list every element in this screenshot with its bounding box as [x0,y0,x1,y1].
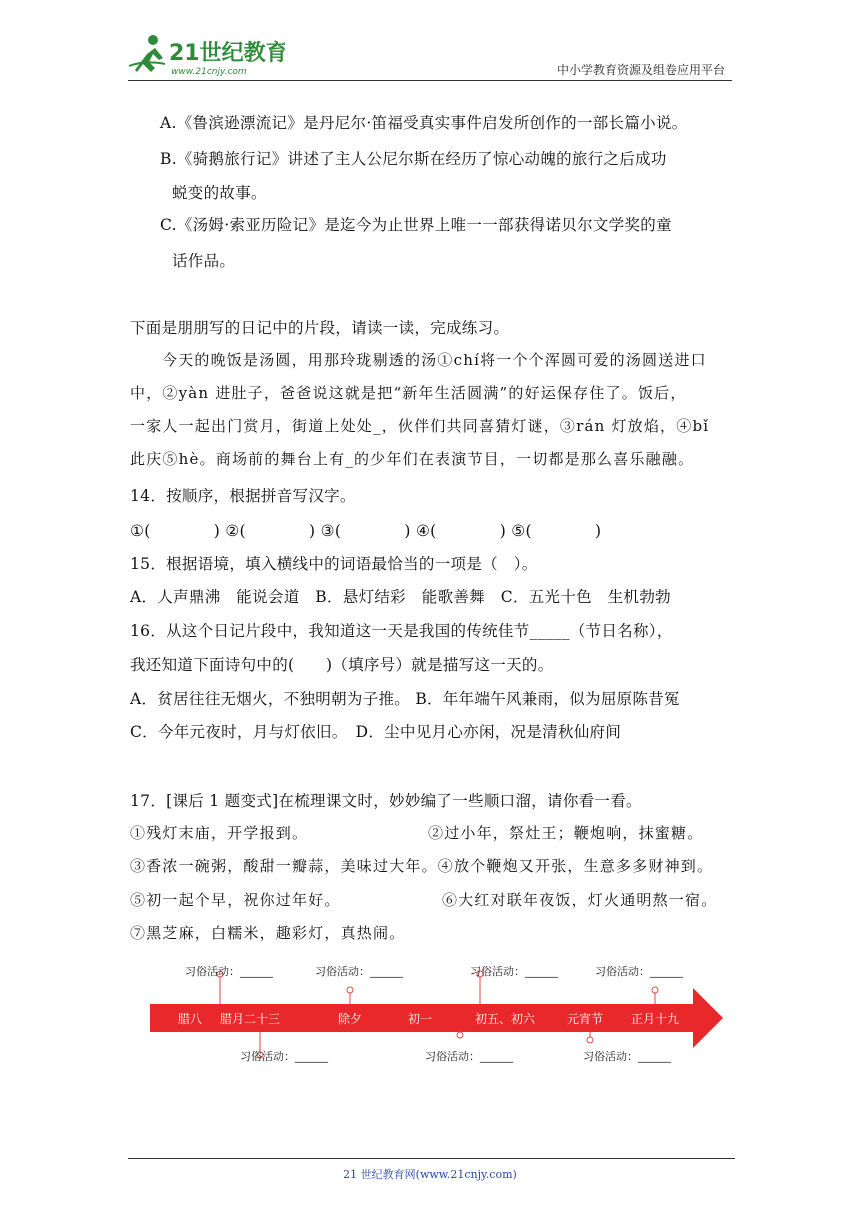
logo-text: 21世纪教育 [169,41,285,66]
festival-timeline [145,960,735,1080]
custom-activity-label[interactable]: 习俗活动：______ [470,965,558,978]
q17-title: 17．[课后 1 题变式]在梳理课文时，妙妙编了一些顺口溜，请你看一看。 [130,792,642,810]
option-c-line1: C.《汤姆·索亚历险记》是迄今为止世界上唯一一部获得诺贝尔文学奖的童 [160,216,672,234]
timeline-stop: 初五、初六 [474,1012,536,1026]
option-c-line2: 话作品。 [172,252,236,270]
passage-line-1: 今天的晚饭是汤圆，用那玲珑剔透的汤①chí将一个个浑圆可爱的汤圆送进口 [162,351,707,369]
option-b-line2: 蜕变的故事。 [172,184,267,202]
callout-dot [347,987,353,993]
timeline-stop: 腊月二十三 [219,1012,281,1026]
custom-activity-label[interactable]: 习俗活动：______ [240,1050,328,1063]
option-b-line1: B.《骑鹅旅行记》讲述了主人公尼尔斯在经历了惊心动魄的旅行之后成功 [160,150,667,168]
passage-line-3: 一家人一起出门赏月，街道上处处_，伙伴们共同喜猜灯谜，③rán 灯放焰，④bǐ [130,417,710,435]
q14-title: 14．按顺序，根据拼音写汉字。 [130,487,356,505]
passage-line-4: 此庆⑤hè。商场前的舞台上有_的少年们在表演节目，一切都是那么喜乐融融。 [130,450,695,468]
header-platform-text: 中小学教育资源及组卷应用平台 [556,63,725,77]
q16-line2: 我还知道下面诗句中的( )（填序号）就是描写这一天的。 [130,656,554,674]
footer-text[interactable]: 21 世纪教育网(www.21cnjy.com) [343,1168,517,1181]
footer-divider [128,1158,735,1159]
callout-dot [587,1037,593,1043]
rhyme-6: ⑥大红对联年夜饭，灯火通明熬一宿。 [442,891,718,909]
option-a: A.《鲁滨逊漂流记》是丹尼尔·笛福受真实事件启发所创作的一部长篇小说。 [160,114,688,132]
runner-icon [129,35,165,72]
rhyme-5: ⑤初一起个早，祝你过年好。 [130,891,341,909]
rhyme-1: ①残灯末庙，开学报到。 [130,824,309,842]
rhyme-3-4: ③香浓一碗粥，酸甜一瓣蒜，美味过大年。④放个鞭炮又开张，生意多多财神到。 [130,857,714,875]
timeline-stop: 元宵节 [566,1012,604,1026]
q14-blanks[interactable]: ①( ) ②( ) ③( ) ④( ) ⑤( ) [130,522,602,540]
header-divider [128,80,732,81]
custom-activity-label[interactable]: 习俗活动：______ [315,965,403,978]
callout-dot [457,1032,463,1038]
timeline-stop: 初一 [407,1012,433,1026]
timeline-stop: 正月十九 [630,1012,680,1026]
custom-activity-label[interactable]: 习俗活动：______ [185,965,273,978]
q16-line1: 16．从这个日记片段中，我知道这一天是我国的传统佳节_____（节日名称）， [130,622,673,640]
site-logo [125,30,285,80]
callout-dot [652,987,658,993]
passage-line-2: 中，②yàn 进肚子，爸爸说这就是把“新年生活圆满”的好运保存住了。饭后， [130,384,687,402]
timeline-stop: 腊八 [177,1012,203,1026]
rhyme-7: ⑦黑芝麻，白糯米，趣彩灯，真热闹。 [130,924,406,942]
q15-title: 15．根据语境，填入横线中的词语最恰当的一项是（ ）。 [130,555,538,573]
timeline-svg [145,960,735,1080]
q16-options-ab[interactable]: A．贫居往往无烟火，不独明朝为子推。 B．年年端午风兼雨，似为屈原陈昔冤 [130,690,680,708]
timeline-stop: 除夕 [337,1012,363,1026]
passage-intro: 下面是朋朋写的日记中的片段，请读一读，完成练习。 [130,319,510,337]
q16-options-cd[interactable]: C．今年元夜时，月与灯依旧。 D．尘中见月心亦闲，况是清秋仙府间 [130,723,622,741]
rhyme-2: ②过小年，祭灶王；鞭炮响，抹蜜糖。 [428,824,704,842]
custom-activity-label[interactable]: 习俗活动：______ [595,965,683,978]
custom-activity-label[interactable]: 习俗活动：______ [583,1050,671,1063]
custom-activity-label[interactable]: 习俗活动：______ [425,1050,513,1063]
logo-url: www.21cnjy.com [171,67,247,77]
q15-options[interactable]: A．人声鼎沸 能说会道 B．悬灯结彩 能歌善舞 C．五光十色 生机勃勃 [130,588,671,606]
